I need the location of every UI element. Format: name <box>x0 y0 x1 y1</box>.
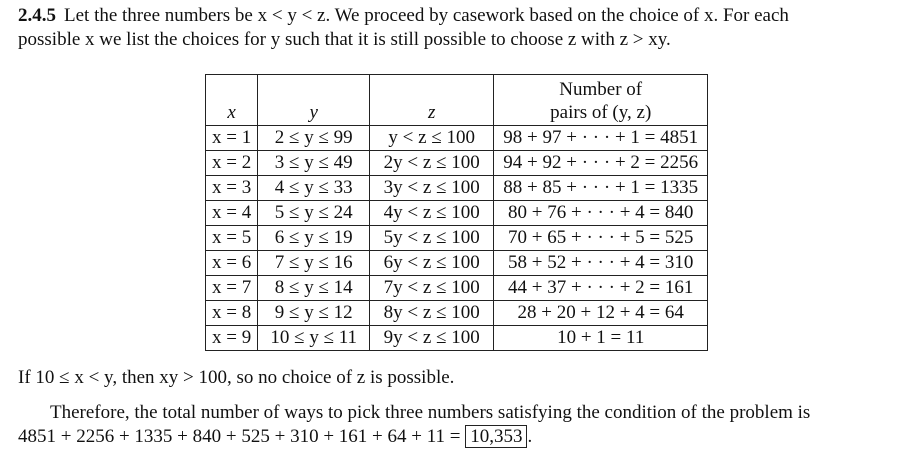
table-cell: 28 + 20 + 12 + 4 = 64 <box>494 301 708 326</box>
table-cell: 4 ≤ y ≤ 33 <box>258 176 370 201</box>
table-cell: 9 ≤ y ≤ 12 <box>258 301 370 326</box>
header-y: y <box>258 75 370 126</box>
casework-table <box>205 74 708 351</box>
answer-box: 10,353 <box>465 425 527 448</box>
table-cell: x = 5 <box>206 226 258 251</box>
table-row <box>206 201 708 226</box>
table-cell: 88 + 85 + · · · + 1 = 1335 <box>494 176 708 201</box>
table-cell: 98 + 97 + · · · + 1 = 4851 <box>494 126 708 151</box>
table-cell: 10 + 1 = 11 <box>494 326 708 351</box>
table-row <box>206 276 708 301</box>
section-number: 2.4.5 <box>18 5 56 26</box>
header-z: z <box>370 75 494 126</box>
table-cell: 94 + 92 + · · · + 2 = 2256 <box>494 151 708 176</box>
table-cell: x = 9 <box>206 326 258 351</box>
intro-text-1: Let the three numbers be x < y < z. We proceed by casework based on the choice of x. For each <box>64 5 789 26</box>
table-cell: 3y < z ≤ 100 <box>370 176 494 201</box>
table-cell: x = 4 <box>206 201 258 226</box>
sum-expression: 4851 + 2256 + 1335 + 840 + 525 + 310 + 161 + 64 + 11 = <box>18 425 461 447</box>
table-cell: 6 ≤ y ≤ 19 <box>258 226 370 251</box>
final-line-1: Therefore, the total number of ways to pick three numbers satisfying the condition of the problem is <box>50 402 811 423</box>
intro-line-2: possible x we list the choices for y such that it is still possible to choose z with z > xy. <box>18 28 671 50</box>
table-cell: 58 + 52 + · · · + 4 = 310 <box>494 251 708 276</box>
table-cell: 80 + 76 + · · · + 4 = 840 <box>494 201 708 226</box>
table-cell: 2y < z ≤ 100 <box>370 151 494 176</box>
header-pairs: Number of pairs of (y, z) <box>494 75 708 126</box>
table-row <box>206 151 708 176</box>
table-header-row <box>206 75 708 126</box>
table-cell: x = 2 <box>206 151 258 176</box>
table-cell: 7y < z ≤ 100 <box>370 276 494 301</box>
table-cell: 8 ≤ y ≤ 14 <box>258 276 370 301</box>
header-x: x <box>206 75 258 126</box>
table-cell: 9y < z ≤ 100 <box>370 326 494 351</box>
table-row <box>206 251 708 276</box>
table-row <box>206 326 708 351</box>
table-cell: 6y < z ≤ 100 <box>370 251 494 276</box>
table-cell: 5 ≤ y ≤ 24 <box>258 201 370 226</box>
table-cell: x = 8 <box>206 301 258 326</box>
table-cell: 4y < z ≤ 100 <box>370 201 494 226</box>
final-paragraph <box>18 401 913 449</box>
table-row <box>206 226 708 251</box>
table-cell: 70 + 65 + · · · + 5 = 525 <box>494 226 708 251</box>
table-cell: 44 + 37 + · · · + 2 = 161 <box>494 276 708 301</box>
table-cell: x = 7 <box>206 276 258 301</box>
intro-paragraph <box>18 4 913 52</box>
table-cell: 5y < z ≤ 100 <box>370 226 494 251</box>
table-cell: 2 ≤ y ≤ 99 <box>258 126 370 151</box>
table-cell: 10 ≤ y ≤ 11 <box>258 326 370 351</box>
table-row <box>206 126 708 151</box>
table-cell: x = 6 <box>206 251 258 276</box>
table-row <box>206 176 708 201</box>
intro-line-1 <box>18 4 913 28</box>
table-body <box>206 126 708 351</box>
table-row <box>206 301 708 326</box>
final-line-2 <box>18 425 913 449</box>
table-cell: 8y < z ≤ 100 <box>370 301 494 326</box>
conclusion-line: If 10 ≤ x < y, then xy > 100, so no choice of z is possible. <box>18 367 455 388</box>
table-cell: 7 ≤ y ≤ 16 <box>258 251 370 276</box>
table-cell: x = 1 <box>206 126 258 151</box>
table-cell: y < z ≤ 100 <box>370 126 494 151</box>
final-period: . <box>527 425 533 447</box>
table-cell: 3 ≤ y ≤ 49 <box>258 151 370 176</box>
table-cell: x = 3 <box>206 176 258 201</box>
